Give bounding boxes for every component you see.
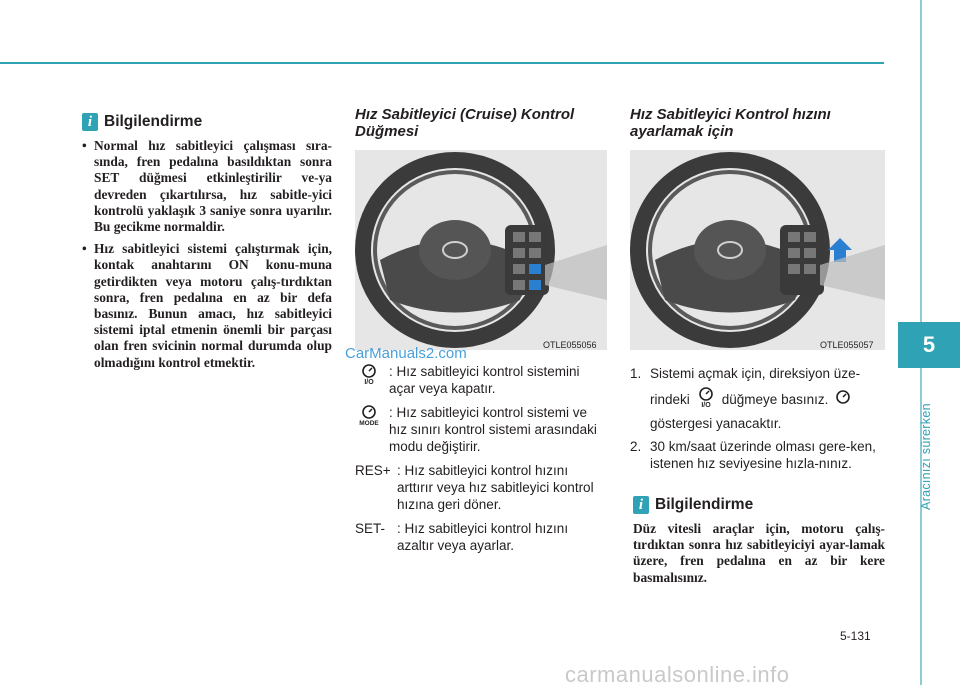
section-title-set-speed: Hız Sabitleyici Kontrol hızını ayarlamak için <box>630 106 831 140</box>
info-header-2 <box>633 496 885 514</box>
right-info-box <box>633 496 885 586</box>
image-code-2: OTLE055057 <box>820 340 874 350</box>
desc-io-text: : Hız sabitleyici kontrol sistemini açar veya kapatır. <box>389 364 580 396</box>
desc-set-text: : Hız sabitleyici kontrol hızını azaltır veya ayarlar. <box>397 521 569 553</box>
desc-set <box>355 520 607 554</box>
step-1 <box>630 365 885 432</box>
cruise-indicator-icon <box>834 389 852 409</box>
info-icon: i <box>633 496 649 514</box>
desc-res-text: : Hız sabitleyici kontrol hızını arttırır veya hız sabitleyici kontrol hızına geri döner. <box>397 463 594 512</box>
svg-text:I/O: I/O <box>701 402 711 408</box>
cruise-io-icon <box>696 386 716 412</box>
chapter-tab[interactable]: 5 <box>898 322 960 368</box>
cruise-mode-icon <box>355 404 383 455</box>
chapter-title: Aracınızı sürerken <box>919 403 933 510</box>
svg-text:MODE: MODE <box>359 420 379 426</box>
desc-mode-text: : Hız sabitleyici kontrol sistemi ve hız sınırı kontrol sistemi arasındaki modu değiştirir. <box>389 405 597 454</box>
step-1-line-d: göstergesi yanacaktır. <box>650 416 782 431</box>
step-1-text-c: düğmeye basınız. <box>721 391 829 407</box>
step-1-number: 1. <box>630 366 642 381</box>
steps <box>630 365 885 472</box>
step-1-line-b <box>650 386 885 412</box>
step-2-number: 2. <box>630 439 642 454</box>
desc-set-key: SET- <box>355 521 386 536</box>
cruise-io-icon <box>355 363 383 397</box>
bullet-item: • Hız sabitleyici sistemi çalıştırmak için, kontak anahtarını ON konu-muna getirdikten veya motoru çalış-tırdıktan sonra, fren pedalına en az bir defa basınız. Bunun amacı, hız sabitleyici sistemi iptal etmenin önemli bir parçası olan fren svicinin normal durumda olup olmadığını kontrol etmektir. <box>82 241 332 371</box>
info-title-2: Bilgilendirme <box>655 496 754 513</box>
step-1-line-a: Sistemi açmak için, direksiyon üze- <box>650 366 861 381</box>
step-2 <box>630 438 885 472</box>
left-column <box>82 113 332 377</box>
footer-watermark: carmanualsonline.info <box>565 662 790 687</box>
svg-text:I/O: I/O <box>364 379 374 385</box>
step-1-text-b: rindeki <box>650 391 690 407</box>
desc-res-key: RES+ <box>355 463 391 478</box>
desc-io <box>355 363 607 397</box>
chapter-title-vertical <box>915 372 935 512</box>
info-header <box>82 113 332 131</box>
desc-res <box>355 462 607 513</box>
info-icon: i <box>82 113 98 131</box>
info-title: Bilgilendirme <box>104 113 203 130</box>
page-number: 5-131 <box>840 629 871 643</box>
info-text-2: Düz vitesli araçlar için, motoru çalış-tırdıktan sonra hız sabitleyiciyi ayar-lamak üzere, fren pedalına en az bir kere basmalısınız. <box>633 521 885 585</box>
image-code: OTLE055056 <box>543 340 597 350</box>
info-bullets <box>82 138 332 371</box>
steering-wheel-image-2 <box>630 150 885 350</box>
section-title-cruise-buttons: Hız Sabitleyici (Cruise) Kontrol Düğmesi <box>355 106 575 140</box>
header-rule <box>0 62 884 64</box>
steering-wheel-image <box>355 150 607 350</box>
bullet-item: • Normal hız sabitleyici çalışması sıra-sında, fren pedalına basıldıktan sonra SET düğmesi etkinleştirilir ve-ya devreden çıkartılırsa, hız sabitle-yici kontrolü yaklaşık 3 saniye sonra uyarılır. Bu gecikme normaldir. <box>82 138 332 235</box>
desc-mode <box>355 404 607 455</box>
step-2-text: 30 km/saat üzerinde olması gere-ken, istenen hız seviyesine hızla-nınız. <box>650 439 876 471</box>
button-descriptions <box>355 363 607 554</box>
watermark-carmanuals2: CarManuals2.com <box>345 345 467 362</box>
